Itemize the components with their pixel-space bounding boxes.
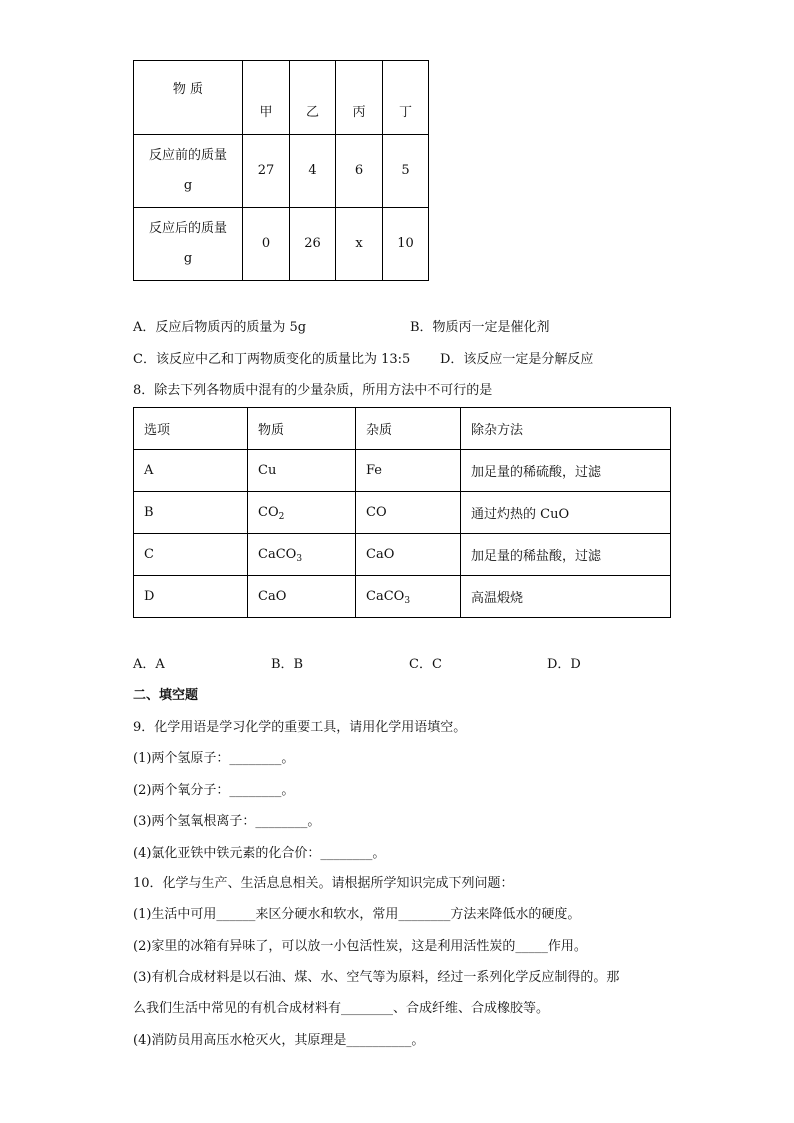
header-cell: 选项 [134, 408, 248, 450]
impurity-cell: Fe [356, 450, 461, 492]
table-row [134, 208, 429, 281]
q10-item: (2)家里的冰箱有异味了，可以放一小包活性炭，这是利用活性炭的_____作用。 [133, 939, 587, 954]
impurity-cell: CO [356, 492, 461, 534]
table-row [134, 450, 671, 492]
q10-item: (3)有机合成材料是以石油、煤、水、空气等为原料，经过一系列化学反应制得的。那 [133, 970, 620, 985]
q7-option-d: D．该反应一定是分解反应 [440, 352, 594, 367]
q8-option-a: A．A [133, 657, 165, 672]
section-title: 二、填空题 [133, 688, 199, 703]
row-label: 反应后的质量 g [134, 208, 243, 281]
method-cell: 加足量的稀盐酸，过滤 [461, 534, 671, 576]
table-row [134, 492, 671, 534]
header-cell: 物质 [248, 408, 356, 450]
q7-option-c: C．该反应中乙和丁两物质变化的质量比为 13:5 [133, 352, 411, 367]
table-cell: 27 [243, 135, 290, 208]
mass-table-header-cell: 丁 [383, 61, 429, 135]
method-cell: 通过灼热的 CuO [461, 492, 671, 534]
method-cell: 高温煅烧 [461, 576, 671, 618]
impurity-table [133, 407, 671, 618]
mass-table-header-cell: 甲 [243, 61, 290, 135]
substance-cell: $CO_2$ [248, 492, 356, 534]
table-row [134, 135, 429, 208]
mass-table-header-cell: 乙 [290, 61, 336, 135]
table-cell: x [336, 208, 383, 281]
impurity-table-header-row [134, 408, 671, 450]
option-cell: D [134, 576, 248, 618]
option-cell: B [134, 492, 248, 534]
method-cell: 加足量的稀硫酸，过滤 [461, 450, 671, 492]
mass-table [133, 60, 429, 281]
q9-item: (2)两个氧分子：________。 [133, 783, 295, 798]
table-cell: 10 [383, 208, 429, 281]
impurity-cell: CaO [356, 534, 461, 576]
header-cell: 杂质 [356, 408, 461, 450]
q10-item: (1)生活中可用______来区分硬水和软水，常用________方法来降低水的硬度。 [133, 907, 581, 922]
table-cell: 6 [336, 135, 383, 208]
impurity-cell: CaCO$_3$ [356, 576, 461, 618]
q7-option-b: B．物质丙一定是催化剂 [410, 320, 550, 335]
mass-table-header-row [134, 61, 429, 135]
table-cell: 5 [383, 135, 429, 208]
q9-item: (3)两个氢氧根离子：________。 [133, 814, 321, 829]
q10-stem: 10．化学与生产、生活息息相关。请根据所学知识完成下列问题： [133, 876, 514, 891]
substance-cell: CaO [248, 576, 356, 618]
q8-stem: 8．除去下列各物质中混有的少量杂质，所用方法中不可行的是 [133, 383, 493, 398]
table-row [134, 576, 671, 618]
q9-item: (4)氯化亚铁中铁元素的化合价：________。 [133, 846, 386, 861]
q9-stem: 9．化学用语是学习化学的重要工具，请用化学用语填空。 [133, 720, 467, 735]
mass-table-header-cell: 丙 [336, 61, 383, 135]
table-cell: 0 [243, 208, 290, 281]
option-cell: C [134, 534, 248, 576]
q10-item: 么我们生活中常见的有机合成材料有________、合成纤维、合成橡胶等。 [133, 1001, 550, 1016]
q10-item: (4)消防员用高压水枪灭火，其原理是__________。 [133, 1033, 425, 1048]
row-label: 反应前的质量 g [134, 135, 243, 208]
q8-option-b: B．B [271, 657, 304, 672]
q8-option-c: C．C [409, 657, 442, 672]
table-cell: 4 [290, 135, 336, 208]
table-cell: 26 [290, 208, 336, 281]
header-cell: 除杂方法 [461, 408, 671, 450]
substance-cell: Cu [248, 450, 356, 492]
table-row [134, 534, 671, 576]
q7-option-a: A．反应后物质丙的质量为 5g [133, 320, 307, 335]
mass-table-header-cell: 物 质 [134, 61, 243, 135]
q8-option-d: D．D [547, 657, 581, 672]
option-cell: A [134, 450, 248, 492]
q9-item: (1)两个氢原子：________。 [133, 751, 295, 766]
substance-cell: CaCO$_3$ [248, 534, 356, 576]
